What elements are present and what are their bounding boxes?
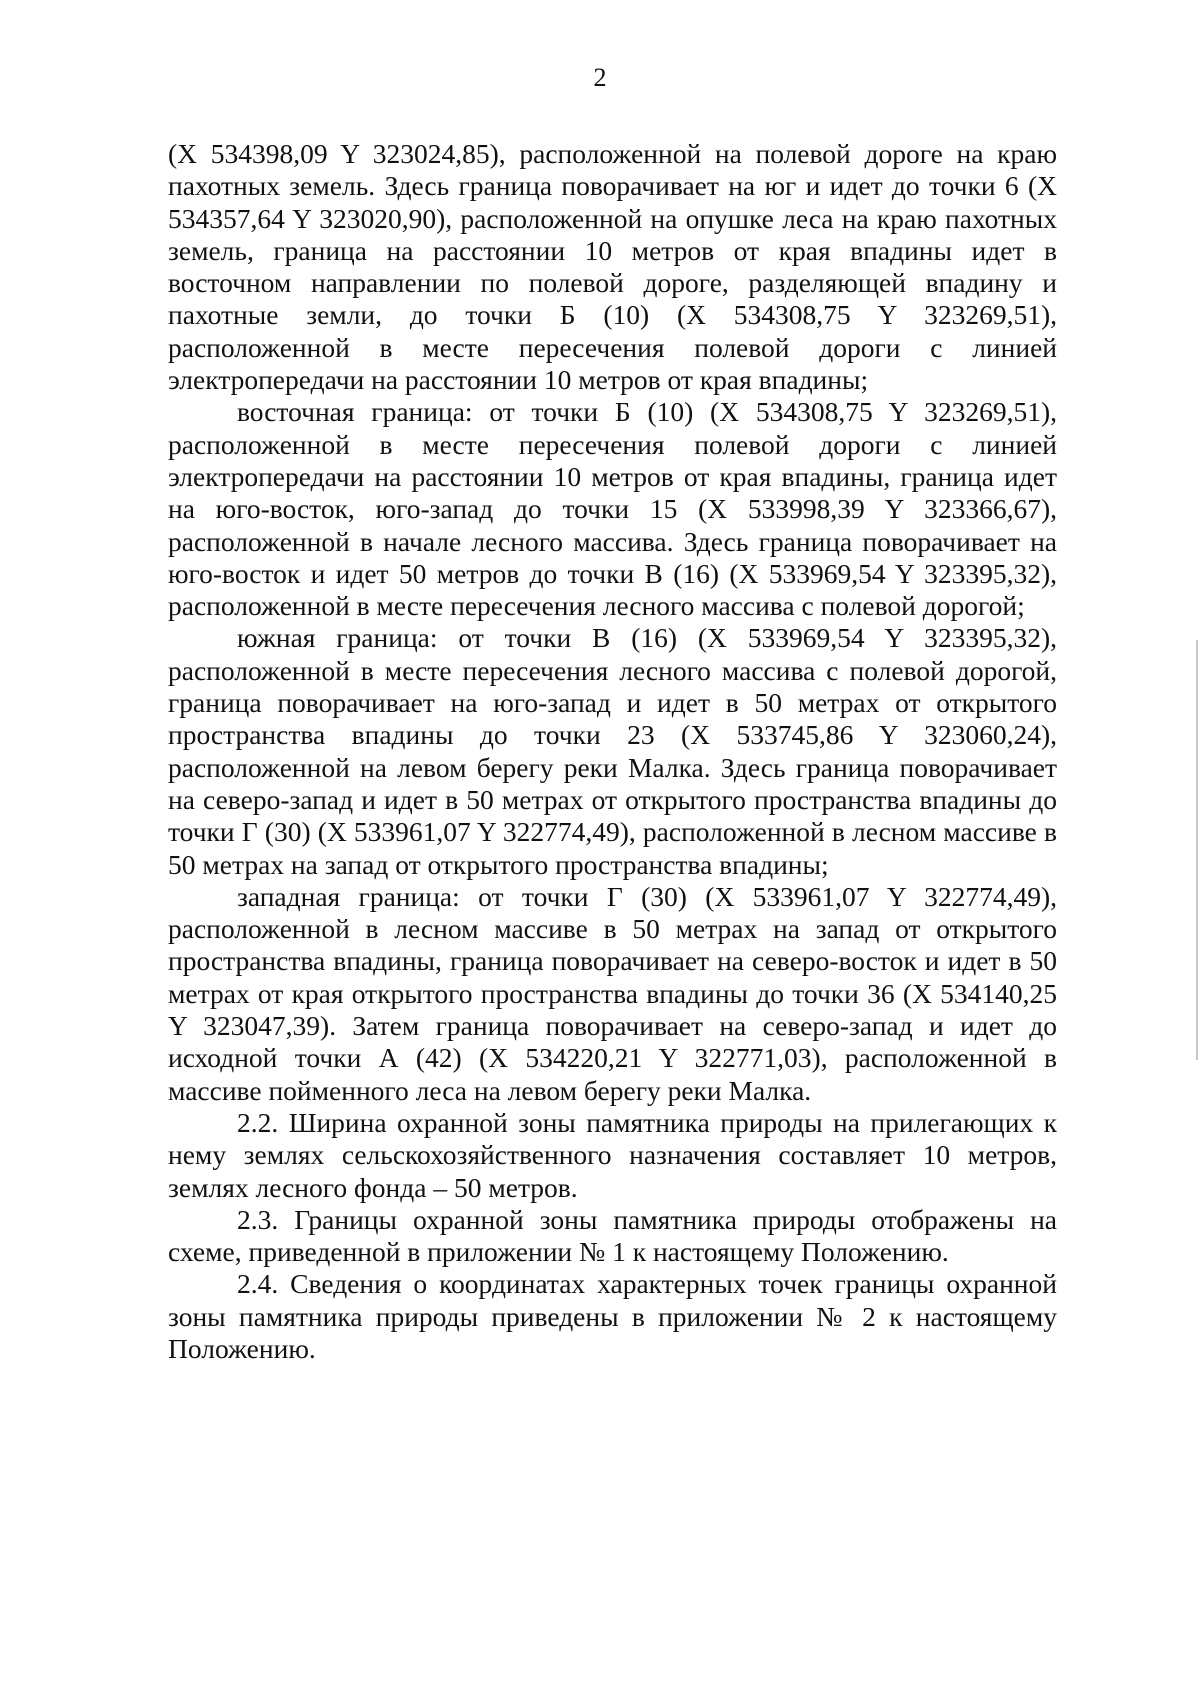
paragraph-east-boundary: восточная граница: от точки Б (10) (X 534308,75 Y 323269,51), расположенной в месте пересечения полевой дороги с линией электропередачи на расстоянии 10 метров от края впадины, граница идет на юго-восток, юго-запад до точки 15 (X 533998,39 Y 323366,67), расположенной в начале лесного массива. Здесь граница поворачивает на юго-восток и идет 50 метров до точки В (16) (X 533969,54 Y 323395,32), расположенной в месте пересечения лесного массива с полевой дорогой; [168,396,1057,622]
page-number: 2 [593,63,607,92]
paragraph-north-boundary-continued: (X 534398,09 Y 323024,85), расположенной на полевой дороге на краю пахотных земель. Здесь граница поворачивает на юг и идет до точки 6 (X 534357,64 Y 323020,90), расположенной на опушке леса на краю пахотных земель, граница на расстоянии 10 метров от края впадины идет в восточном направлении по полевой дороге, разделяющей впадину и пахотные земли, до точки Б (10) (X 534308,75 Y 323269,51), расположенной в месте пересечения полевой дороги с линией электропередачи на расстоянии 10 метров от края впадины; [168,138,1057,396]
paragraph-west-boundary: западная граница: от точки Г (30) (X 533961,07 Y 322774,49), расположенной в лесном массиве в 50 метрах на запад от открытого пространства впадины, граница поворачивает на северо-восток и идет в 50 метрах от края открытого пространства впадины до точки 36 (X 534140,25 Y 323047,39). Затем граница поворачивает на северо-запад и идет до исходной точки А (42) (X 534220,21 Y 322771,03), расположенной в массиве пойменного леса на левом берегу реки Малка. [168,880,1057,1106]
paragraph-section-2-3: 2.3. Границы охранной зоны памятника природы отображены на схеме, приведенной в приложении № 1 к настоящему Положению. [168,1203,1057,1268]
paragraph-section-2-2: 2.2. Ширина охранной зоны памятника природы на прилегающих к нему землях сельскохозяйственного назначения составляет 10 метров, землях лесного фонда – 50 метров. [168,1106,1057,1203]
paragraph-south-boundary: южная граница: от точки В (16) (X 533969,54 Y 323395,32), расположенной в месте пересечения лесного массива с полевой дорогой, граница поворачивает на юго-запад и идет в 50 метрах от открытого пространства впадины до точки 23 (X 533745,86 Y 323060,24), расположенной на левом берегу реки Малка. Здесь граница поворачивает на северо-запад и идет в 50 метрах от открытого пространства впадины до точки Г (30) (X 533961,07 Y 322774,49), расположенной в лесном массиве в 50 метрах на запад от открытого пространства впадины; [168,622,1057,880]
paragraph-section-2-4: 2.4. Сведения о координатах характерных точек границы охранной зоны памятника природы приведены в приложении № 2 к настоящему Положению. [168,1268,1057,1364]
document-body [168,138,1057,1365]
scan-edge-artifact [1196,640,1198,1060]
